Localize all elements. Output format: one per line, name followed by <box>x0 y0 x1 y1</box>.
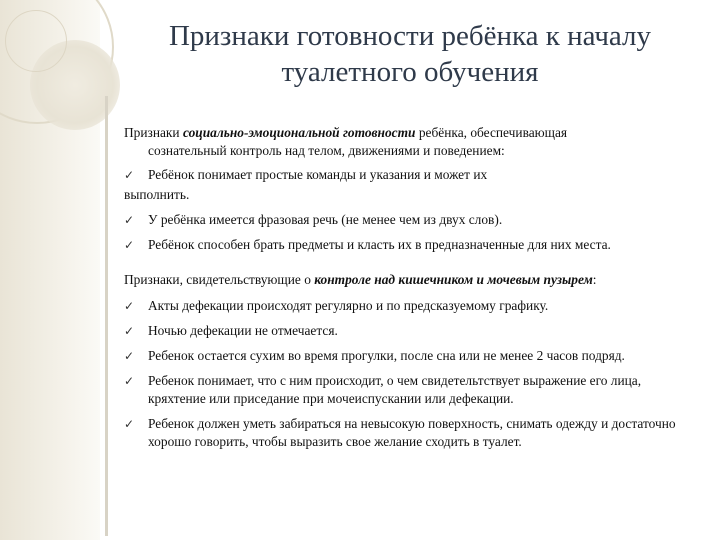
list-item-text: Акты дефекации происходят регулярно и по предсказуемому графику. <box>148 298 549 313</box>
list-item <box>124 415 699 451</box>
checkmark-icon: ✓ <box>124 417 135 431</box>
section1-intro-text-end: ребёнка, обеспечивающая <box>415 125 568 140</box>
section-gap <box>124 261 699 271</box>
list-item-text: Ребенок остается сухим во время прогулки, после сна или не менее 2 часов подряд. <box>148 348 625 363</box>
list-item <box>124 166 699 184</box>
checkmark-icon: ✓ <box>124 213 135 227</box>
list-item-text: У ребёнка имеется фразовая речь (не менее чем из двух слов). <box>148 212 503 227</box>
section1-intro-continuation: сознательный контроль над телом, движениями и поведением: <box>148 143 505 158</box>
checkmark-icon: ✓ <box>124 299 135 313</box>
vertical-divider <box>105 96 108 536</box>
list-item <box>124 347 699 365</box>
list-item-text: Ребенок должен уметь забираться на невысокую поверхность, снимать одежду и достаточно хорошо говорить, чтобы выразить свое желание сходить в туалет. <box>148 416 676 449</box>
checkmark-icon: ✓ <box>124 324 135 338</box>
checkmark-icon: ✓ <box>124 238 135 252</box>
checkmark-icon: ✓ <box>124 349 135 363</box>
list-item-text: Ребёнок понимает простые команды и указания и может их <box>148 167 488 182</box>
list-item <box>124 236 699 254</box>
list-item-text: Ночью дефекации не отмечается. <box>148 323 338 338</box>
section2-intro-text-end: : <box>592 272 597 287</box>
checkmark-icon: ✓ <box>124 168 135 182</box>
list-item <box>124 211 699 229</box>
section1-intro-emphasis: социально-эмоциональной готовности <box>182 125 416 140</box>
section2-intro-emphasis: контроле над кишечником и мочевым пузырем <box>314 272 593 287</box>
list-item <box>124 322 699 340</box>
section1-intro <box>124 124 699 160</box>
list-item <box>124 297 699 315</box>
slide-content <box>124 124 699 458</box>
list-item <box>124 372 699 408</box>
checkmark-icon: ✓ <box>124 374 135 388</box>
list-item-text: Ребенок понимает, что с ним происходит, о чем свидетельтствует выражение его лица, кряхтение или приседание при мочеиспускании или дефекации. <box>148 373 642 406</box>
section2-intro <box>124 271 699 289</box>
decorative-circle <box>5 10 67 72</box>
section1-intro-text: Признаки <box>124 125 183 140</box>
list-item-text: Ребёнок способен брать предметы и класть их в предназначенные для них места. <box>148 237 611 252</box>
slide-title: Признаки готовности ребёнка к началу туалетного обучения <box>168 20 652 88</box>
list-item-continuation: выполнить. <box>124 187 190 202</box>
section2-intro-text: Признаки, свидетельствующие о <box>124 272 315 287</box>
